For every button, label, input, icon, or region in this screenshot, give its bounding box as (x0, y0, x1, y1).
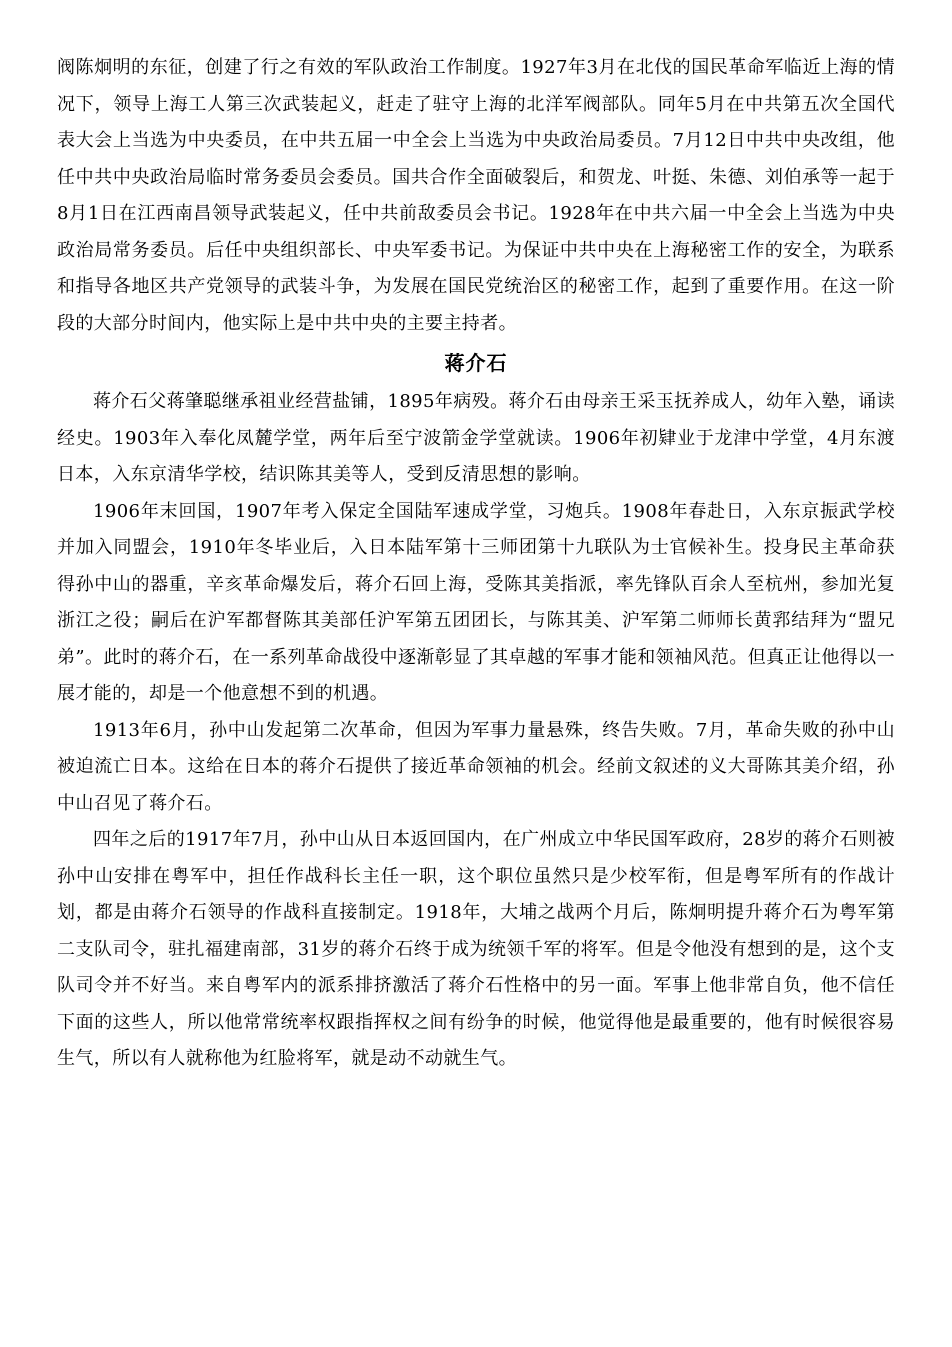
document-page (57, 50, 895, 1078)
body-paragraph-2: 1906年末回国，1907年考入保定全国陆军速成学堂，习炮兵。1908年春赴日，入东京振武学校并加入同盟会，1910年冬毕业后，入日本陆军第十三师团第十九联队为士官候补生。投身民主革命获得孙中山的器重，辛亥革命爆发后，蒋介石回上海，受陈其美指派，率先锋队百余人至杭州，参加光复浙江之役；嗣后在沪军都督陈其美部任沪军第五团团长，与陈其美、沪军第二师师长黄郛结拜为“盟兄弟”。此时的蒋介石，在一系列革命战役中逐渐彰显了其卓越的军事才能和领袖风范。但真正让他得以一展才能的，却是一个他意想不到的机遇。 (57, 500, 895, 704)
section-title: 蒋介石 (444, 351, 508, 375)
body-paragraph-4: 四年之后的1917年7月，孙中山从日本返回国内，在广州成立中华民国军政府，28岁的蒋介石则被孙中山安排在粤军中，担任作战科长主任一职，这个职位虽然只是少校军衔，但是粤军所有的作战计划，都是由蒋介石领导的作战科直接制定。1918年，大埔之战两个月后，陈炯明提升蒋介石为粤军第二支队司令，驻扎福建南部，31岁的蒋介石终于成为统领千军的将军。但是令他没有想到的是，这个支队司令并不好当。来自粤军内的派系排挤激活了蒋介石性格中的另一面。军事上他非常自负，他不信任下面的这些人，所以他常常统率权跟指挥权之间有纷争的时候，他觉得他是最重要的，他有时候很容易生气，所以有人就称他为红脸将军，就是动不动就生气。 (57, 829, 895, 1069)
body-paragraph-1: 蒋介石父蒋肇聪继承祖业经营盐铺，1895年病殁。蒋介石由母亲王采玉抚养成人，幼年入塾，诵读经史。1903年入奉化凤麓学堂，两年后至宁波箭金学堂就读。1906年初肄业于龙津中学堂，4月东渡日本，入东京清华学校，结识陈其美等人，受到反清思想的影响。 (57, 391, 895, 485)
intro-paragraph: 阀陈炯明的东征，创建了行之有效的军队政治工作制度。1927年3月在北伐的国民革命军临近上海的情况下，领导上海工人第三次武装起义，赶走了驻守上海的北洋军阀部队。同年5月在中共第五次全国代表大会上当选为中央委员，在中共五届一中全会上当选为中央政治局委员。7月12日中共中央改组，他任中共中央政治局临时常务委员会委员。国共合作全面破裂后，和贺龙、叶挺、朱德、刘伯承等一起于8月1日在江西南昌领导武装起义，任中共前敌委员会书记。1928年在中共六届一中全会上当选为中央政治局常务委员。后任中央组织部长、中央军委书记。为保证中共中央在上海秘密工作的安全，为联系和指导各地区共产党领导的武装斗争，为发展在国民党统治区的秘密工作，起到了重要作用。在这一阶段的大部分时间内，他实际上是中共中央的主要主持者。 (57, 57, 895, 334)
body-paragraph-3: 1913年6月，孙中山发起第二次革命，但因为军事力量悬殊，终告失败。7月，革命失败的孙中山被迫流亡日本。这给在日本的蒋介石提供了接近革命领袖的机会。经前文叙述的义大哥陈其美介绍，孙中山召见了蒋介石。 (57, 719, 895, 814)
